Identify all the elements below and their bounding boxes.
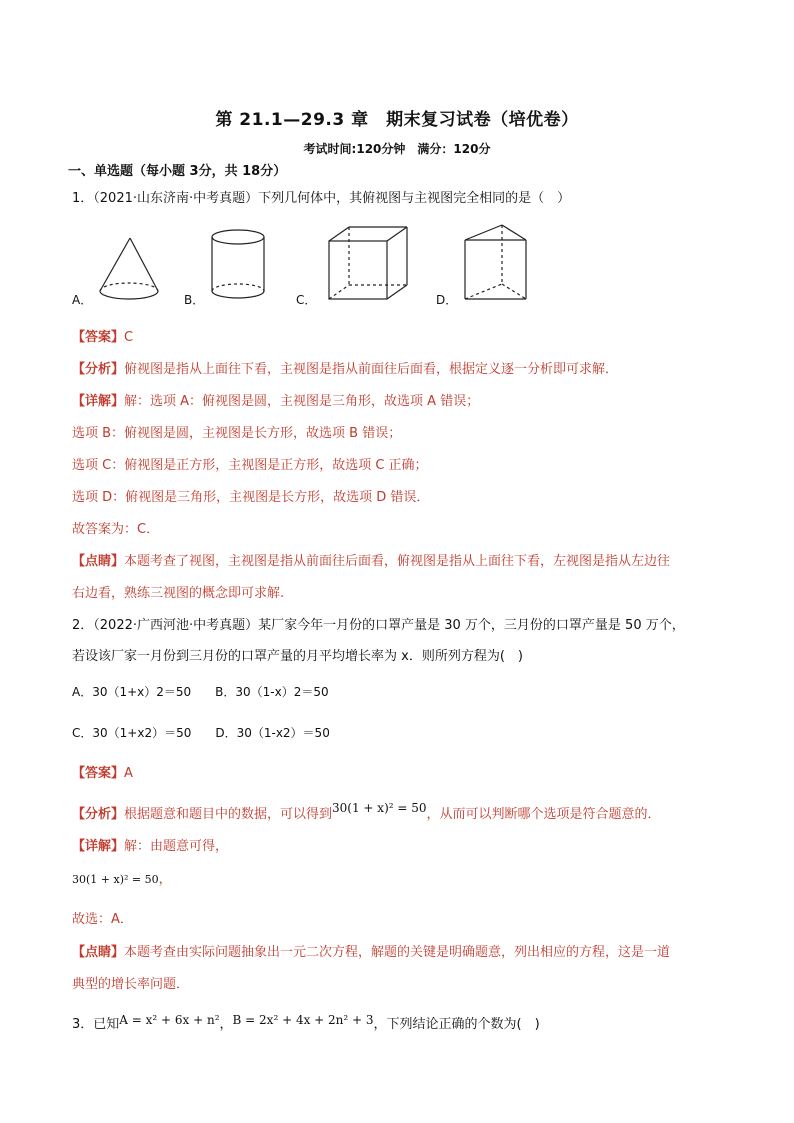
q1-detail-line-4: 选项 D：俯视图是三角形，主视图是长方形，故选项 D 错误．: [72, 490, 430, 505]
q2-comment-line-1: [72, 941, 670, 960]
detail-text: 解：选项 A：俯视图是圆，主视图是三角形，故选项 A 错误；: [124, 394, 480, 409]
question-3-stem: [72, 1013, 540, 1032]
option-c-label: C．: [296, 293, 317, 307]
question-2-stem-line-1: 2．（2022·广西河池·中考真题）某厂家今年一月份的口罩产量是 30 万个，三月份的口罩产量是 50 万个，: [72, 618, 685, 633]
cone-icon: [94, 235, 164, 305]
cube-icon: [326, 224, 410, 304]
comment-text: 本题考查由实际问题抽象出一元二次方程，解题的关键是明确题意，列出相应的方程，这是一道: [124, 945, 671, 960]
question-2-options-row-2: C．30（1+x2）＝50 D．30（1-x2）＝50: [72, 726, 330, 740]
q2-detail-formula-line: [72, 868, 172, 887]
analysis-text: 俯视图是指从上面往下看，主视图是指从前面往后面看，根据定义逐一分析即可求解．: [124, 362, 619, 377]
detail-formula: 30(1 + x)² = 50: [72, 873, 159, 886]
comment-tag: 【点睛】: [72, 554, 125, 569]
question-2-options-row-1: A．30（1+x）2＝50 B．30（1-x）2＝50: [72, 685, 329, 699]
exam-info: 考试时间:120分钟 满分：120分: [303, 142, 491, 156]
q1-detail-line-3: 选项 C：俯视图是正方形，主视图是正方形，故选项 C 正确；: [72, 458, 428, 473]
q2-detail: [72, 835, 228, 854]
analysis-text-tail: ，从而可以判断哪个选项是符合题意的．: [426, 807, 661, 822]
answer-value: A: [124, 766, 133, 781]
comment-tag: 【点睛】: [72, 945, 125, 960]
detail-tag: 【详解】: [72, 394, 125, 409]
option-b-label: B．: [184, 293, 205, 307]
q1-comment-line-2: 右边看，熟练三视图的概念即可求解.: [72, 586, 285, 601]
q3-stem-end: ，下列结论正确的个数为( ): [373, 1017, 540, 1032]
answer-tag: 【答案】: [72, 766, 125, 781]
detail-formula-tail: ，: [158, 872, 172, 887]
answer-value: C: [124, 330, 134, 345]
question-2-stem-line-2: 若设该厂家一月份到三月份的口罩产量的月平均增长率为 x．则所列方程为( ): [72, 649, 523, 664]
q1-detail-line-1: [72, 390, 479, 409]
option-a-label: A．: [72, 293, 93, 307]
detail-text: 解：由题意可得，: [124, 839, 229, 854]
section-heading: 一、单选题（每小题 3分，共 18分）: [68, 164, 287, 179]
analysis-tag: 【分析】: [72, 362, 125, 377]
analysis-text: 根据题意和题目中的数据，可以得到: [124, 807, 333, 822]
answer-tag: 【答案】: [72, 330, 125, 345]
cylinder-icon: [208, 228, 268, 308]
q1-answer: [72, 326, 133, 345]
q3-formula-a: A = x² + 6x + n²: [119, 1013, 220, 1027]
q2-comment-line-2: 典型的增长率问题．: [72, 977, 190, 992]
q1-analysis: [72, 358, 618, 377]
triangular-prism-icon: [462, 222, 530, 304]
page-title: 第 21.1—29.3 章 期末复习试卷（培优卷）: [215, 110, 579, 130]
comment-text: 本题考查了视图，主视图是指从前面往后面看，俯视图是指从上面往下看，左视图是指从左边往: [124, 554, 671, 569]
q2-analysis: [72, 803, 661, 822]
q1-comment-line-1: [72, 550, 670, 569]
question-1-stem: 1．（2021·山东济南·中考真题）下列几何体中，其俯视图与主视图完全相同的是（ ）: [72, 191, 571, 206]
option-d-label: D．: [436, 293, 458, 307]
q3-separator: ，: [219, 1017, 233, 1032]
q1-detail-line-5: 故答案为：C．: [72, 522, 160, 537]
q3-formula-b: B = 2x² + 4x + 2n² + 3: [232, 1013, 374, 1027]
q2-choose: 故选：A．: [72, 912, 133, 927]
q2-answer: [72, 762, 133, 781]
q3-stem-start: 3．已知: [72, 1017, 120, 1032]
detail-tag: 【详解】: [72, 839, 125, 854]
q1-detail-line-2: 选项 B：俯视图是圆，主视图是长方形，故选项 B 错误；: [72, 426, 402, 441]
analysis-tag: 【分析】: [72, 807, 125, 822]
analysis-formula: 30(1 + x)² = 50: [332, 801, 427, 815]
